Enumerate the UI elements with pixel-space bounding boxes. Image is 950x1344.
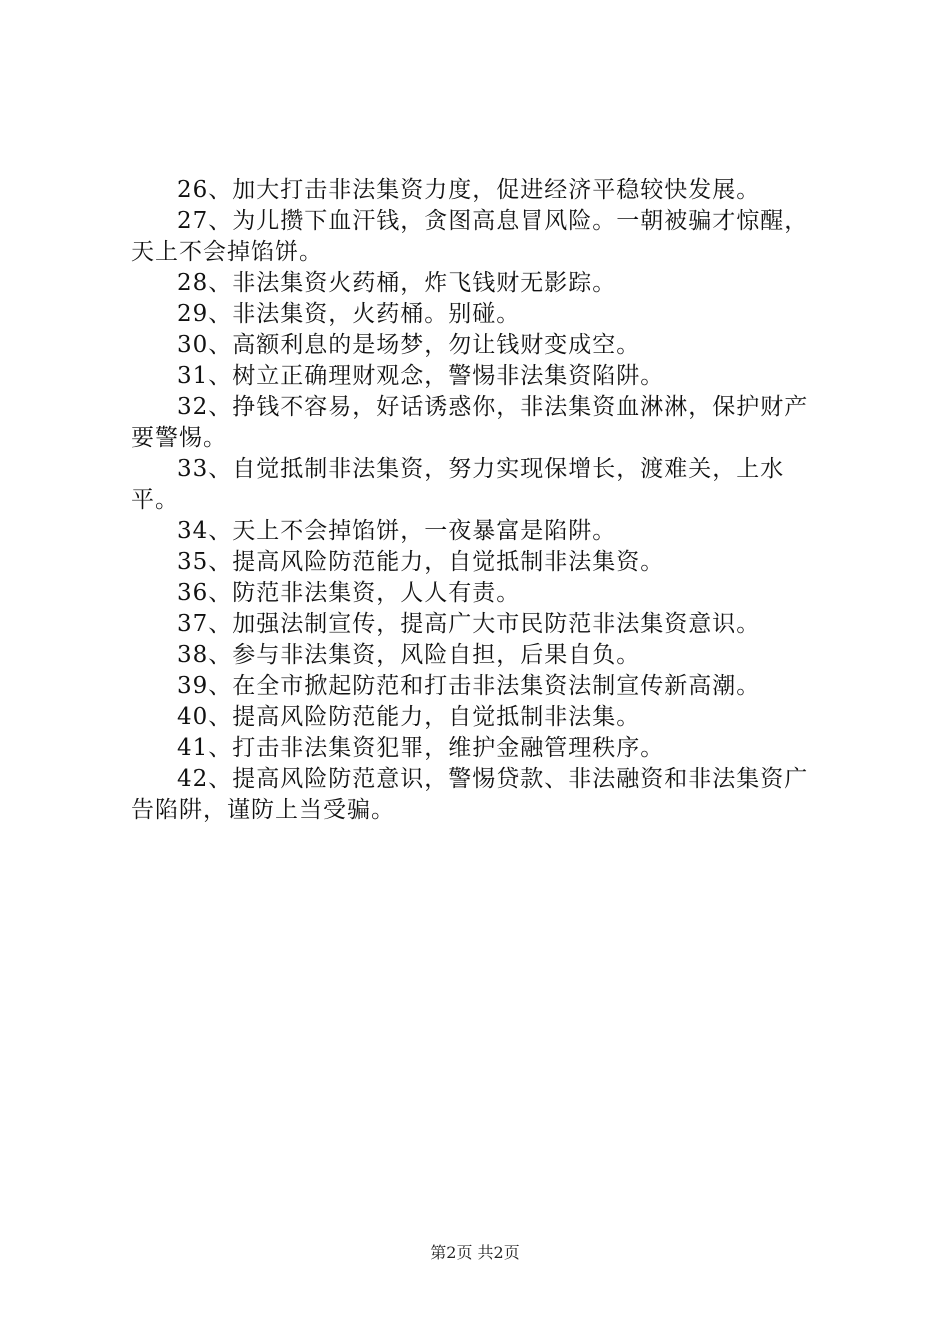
- paragraph-33: 33、自觉抵制非法集资，努力实现保增长，渡难关，上水平。: [131, 456, 785, 513]
- paragraph-37: 37、加强法制宣传，提高广大市民防范非法集资意识。: [177, 611, 761, 637]
- document-body: [131, 175, 831, 826]
- paragraph-42: 42、提高风险防范意识，警惕贷款、非法融资和非法集资广告陷阱，谨防上当受骗。: [131, 766, 809, 823]
- paragraph-30: 30、高额利息的是场梦，勿让钱财变成空。: [177, 332, 641, 358]
- paragraph-38: 38、参与非法集资，风险自担，后果自负。: [177, 642, 641, 668]
- paragraph-40: 40、提高风险防范能力，自觉抵制非法集。: [177, 704, 641, 730]
- paragraph-31: 31、树立正确理财观念，警惕非法集资陷阱。: [177, 363, 665, 389]
- paragraph-39: 39、在全市掀起防范和打击非法集资法制宣传新高潮。: [177, 673, 761, 699]
- paragraph-32: 32、挣钱不容易，好话诱惑你，非法集资血淋淋，保护财产要警惕。: [131, 394, 809, 451]
- page-number: 第2页: [430, 1243, 473, 1262]
- paragraph-26: 26、加大打击非法集资力度，促进经济平稳较快发展。: [177, 177, 761, 203]
- paragraph-35: 35、提高风险防范能力，自觉抵制非法集资。: [177, 549, 665, 575]
- paragraph-36: 36、防范非法集资，人人有责。: [177, 580, 521, 606]
- paragraph-34: 34、天上不会掉馅饼，一夜暴富是陷阱。: [177, 518, 617, 544]
- paragraph-29: 29、非法集资，火药桶。别碰。: [177, 301, 521, 327]
- paragraph-41: 41、打击非法集资犯罪，维护金融管理秩序。: [177, 735, 665, 761]
- page-footer: [0, 1243, 950, 1263]
- page-total: 共2页: [477, 1243, 520, 1262]
- paragraph-28: 28、非法集资火药桶，炸飞钱财无影踪。: [177, 270, 617, 296]
- paragraph-27: 27、为儿攒下血汗钱，贪图高息冒风险。一朝被骗才惊醒，天上不会掉馅饼。: [131, 208, 809, 265]
